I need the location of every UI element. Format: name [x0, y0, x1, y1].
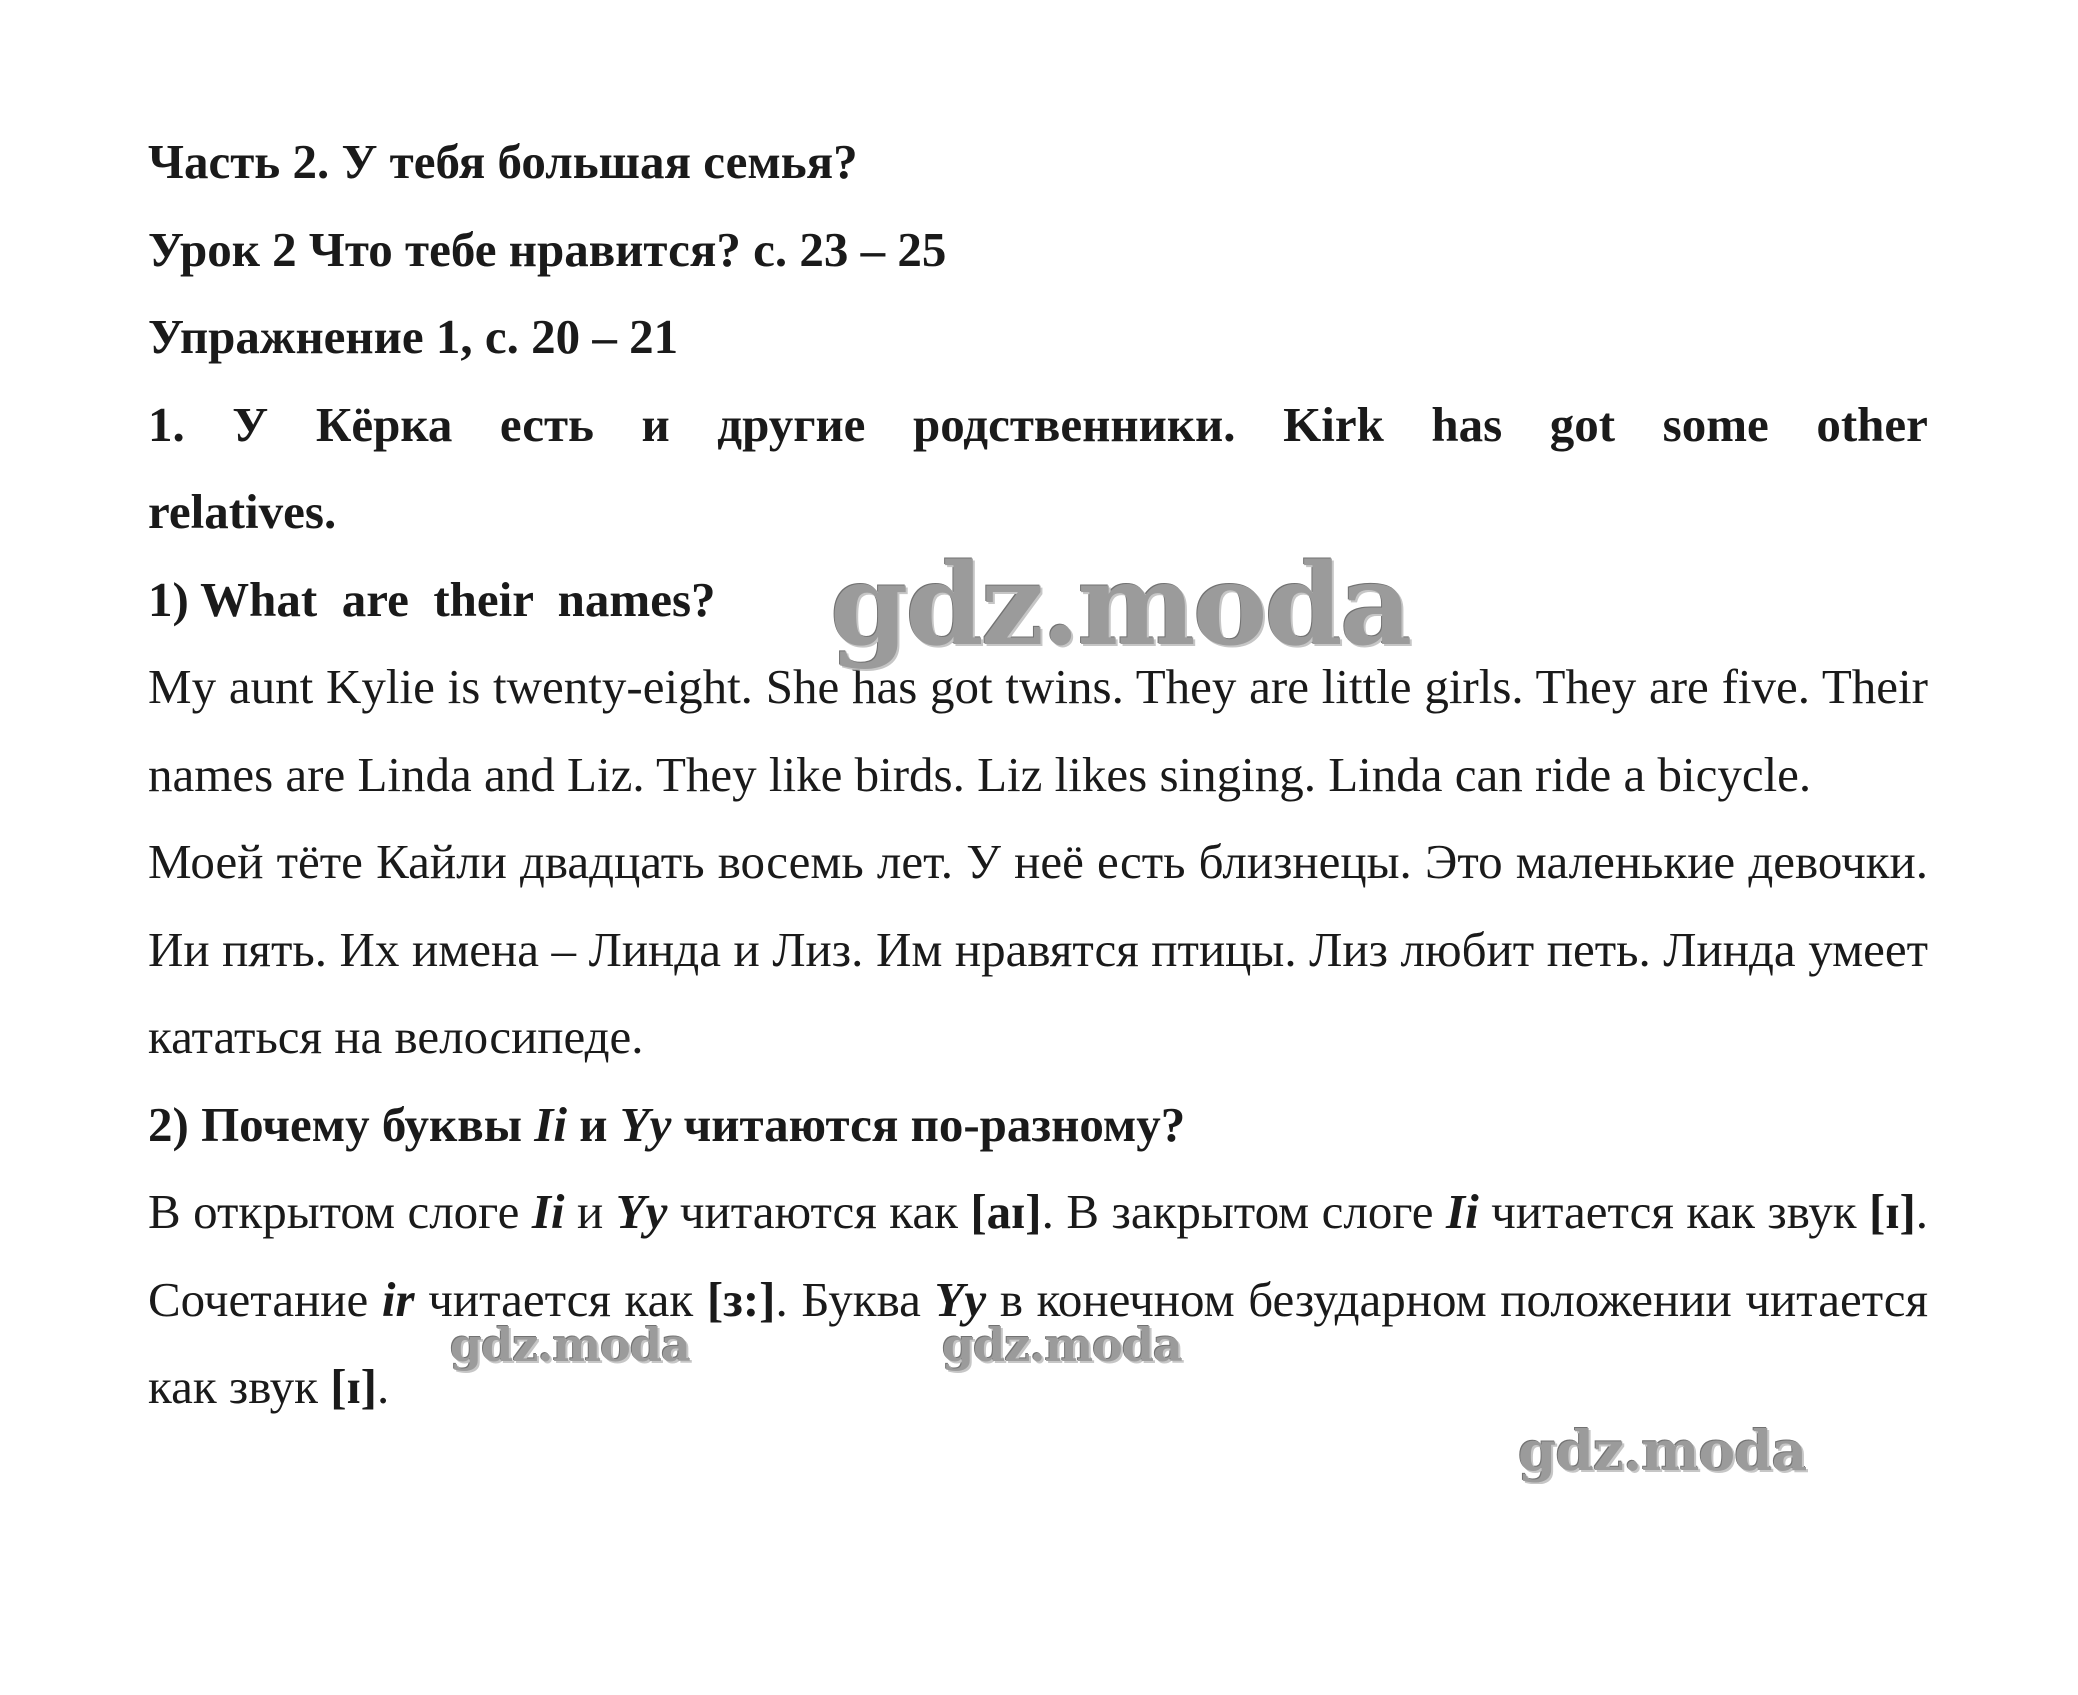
answer-text: .	[376, 1359, 390, 1414]
task1-word: got	[1549, 396, 1616, 452]
answer-phonetic: [aɪ]	[970, 1184, 1042, 1239]
answer-text: читается как	[414, 1271, 707, 1327]
answer-text: в конечном безударном положении читается как звук	[148, 1271, 1928, 1414]
watermark-logo: gdz.moda	[830, 540, 1410, 671]
answer-letter: Yy	[615, 1184, 668, 1239]
q2-title-part: 2) Почему буквы	[148, 1096, 535, 1152]
answer-letter: Ii	[531, 1184, 565, 1239]
task1-word: есть	[499, 396, 594, 452]
task1-word: Кёрка	[315, 396, 453, 452]
answer-phonetic: [з:]	[706, 1271, 776, 1327]
q2-title-letter: Ii	[534, 1096, 567, 1152]
q2-title-letter: Yy	[619, 1096, 672, 1152]
answer-text: и	[564, 1184, 616, 1239]
answer-text: . Сочетание	[148, 1184, 1929, 1327]
q2-title-part: читаются по-разному?	[671, 1096, 1186, 1152]
q2-title	[148, 1081, 1928, 1169]
document-page	[148, 118, 1928, 1431]
q1-russian-text: Моей тёте Кайли двадцать восемь лет. У неё есть близнецы. Это маленькие девочки. Ии пять. Их имена – Линда и Лиз. Им нравятся птицы. Лиз любит петь. Линда умеет кататься на велосипеде.	[148, 834, 1928, 1064]
task1-word: other	[1816, 396, 1928, 452]
answer-text: читается как звук	[1478, 1184, 1870, 1239]
watermark-logo: gdz.moda	[942, 1318, 1182, 1372]
task1-title-line1	[148, 381, 1928, 469]
task1-word: 1.	[148, 396, 185, 452]
watermark-logo: gdz.moda	[1518, 1418, 1807, 1483]
answer-letter: ir	[381, 1271, 415, 1327]
task1-word: Kirk	[1283, 396, 1384, 452]
watermark-logo: gdz.moda	[450, 1318, 690, 1372]
q1-english-text: My aunt Kylie is twenty-eight. She has got twins. They are little girls. They are five. Their names are Linda and Liz. They like birds. Liz likes singing. Linda can ride a bicycle.	[148, 659, 1928, 802]
task1-word: другие	[717, 396, 866, 452]
task1-word: has	[1431, 396, 1503, 452]
answer-phonetic: [ɪ]	[330, 1359, 377, 1414]
part-heading: Часть 2. У тебя большая семья?	[148, 134, 858, 189]
q2-title-part: и	[566, 1096, 620, 1152]
task1-word: some	[1662, 396, 1769, 452]
answer-text: В открытом слоге	[148, 1184, 532, 1239]
answer-letter: Yy	[934, 1271, 987, 1327]
task1-title-line2: relatives.	[148, 484, 337, 539]
answer-text: . В закрытом слоге	[1041, 1184, 1447, 1239]
answer-text: читаются как	[667, 1184, 971, 1239]
answer-text: . Буква	[775, 1271, 935, 1327]
q2-answer	[148, 1168, 1928, 1431]
task1-word: и	[641, 396, 670, 452]
answer-phonetic: [ɪ]	[1869, 1184, 1916, 1239]
exercise-heading: Упражнение 1, с. 20 – 21	[148, 309, 679, 364]
q1-title: 1) What are their names?	[148, 571, 716, 627]
lesson-heading: Урок 2 Что тебе нравится? с. 23 – 25	[148, 221, 947, 277]
task1-word: У	[232, 396, 269, 452]
answer-letter: Ii	[1446, 1184, 1479, 1239]
task1-word: родственники.	[912, 396, 1236, 452]
